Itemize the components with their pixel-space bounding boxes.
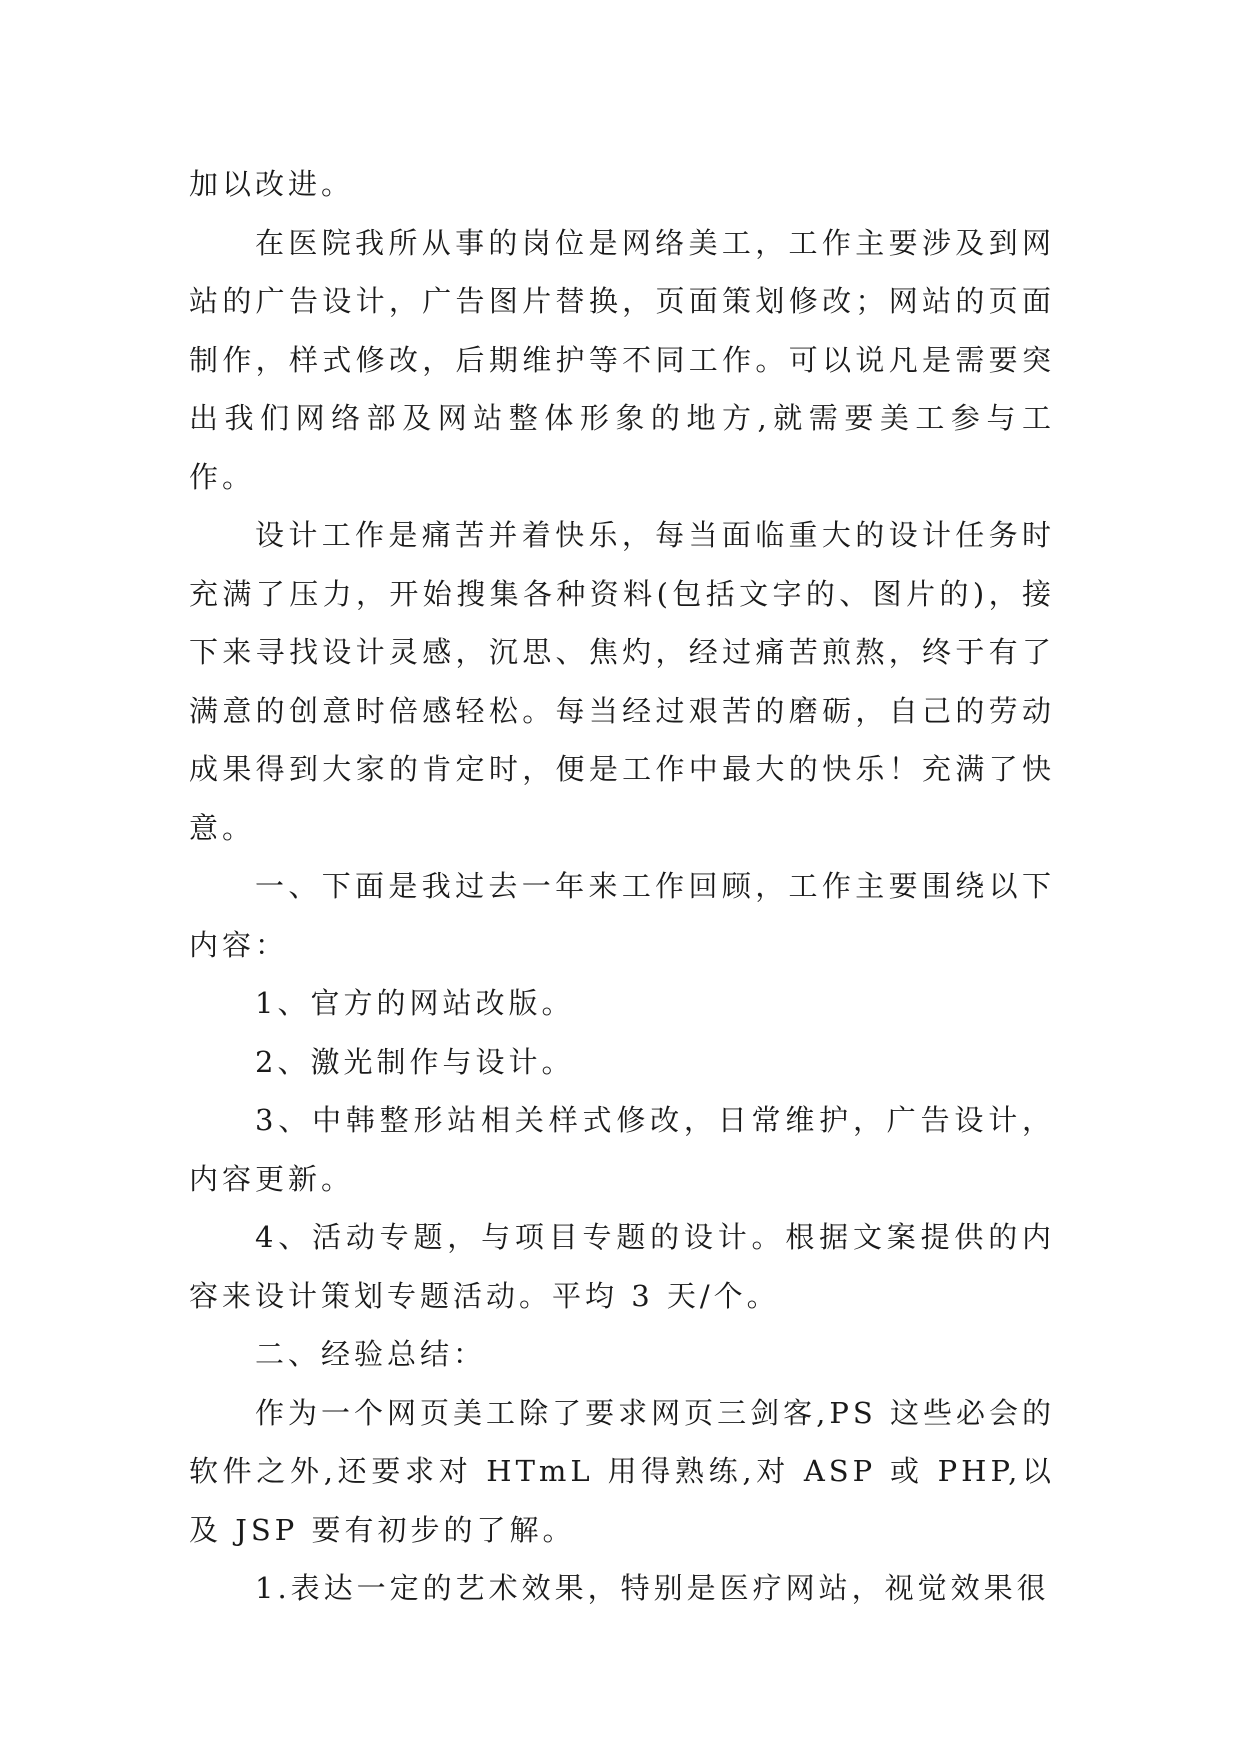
- paragraph-design-work: 设计工作是痛苦并着快乐，每当面临重大的设计任务时充满了压力，开始搜集各种资料(包括文字的、图片的)，接下来寻找设计灵感，沉思、焦灼，经过痛苦煎熬，终于有了满意的创意时倍感轻松。每当经过艰苦的磨砺，自己的劳动成果得到大家的肯定时，便是工作中最大的快乐！充满了快意。: [189, 518, 1055, 845]
- paragraph-point-1: 1.表达一定的艺术效果，特别是医疗网站，视觉效果很: [255, 1571, 1050, 1605]
- paragraph-skills: 作为一个网页美工除了要求网页三剑客,PS 这些必会的软件之外,还要求对 HTmL 用得熟练,对 ASP 或 PHP,以及 JSP 要有初步的了解。: [189, 1395, 1055, 1547]
- paragraph-continuation: 加以改进。: [189, 167, 355, 201]
- section-heading-work-review: 一、下面是我过去一年来工作回顾，工作主要围绕以下内容：: [189, 869, 1055, 962]
- list-item-3: 3、中韩整形站相关样式修改，日常维护，广告设计，内容更新。: [189, 1103, 1055, 1196]
- document-body: [189, 155, 1055, 1618]
- section-heading-experience: 二、经验总结：: [255, 1337, 487, 1371]
- list-item-1: 1、官方的网站改版。: [255, 986, 575, 1020]
- list-item-2: 2、激光制作与设计。: [255, 1044, 575, 1079]
- paragraph-job-description: 在医院我所从事的岗位是网络美工，工作主要涉及到网站的广告设计，广告图片替换，页面策划修改；网站的页面制作，样式修改，后期维护等不同工作。可以说凡是需要突出我们网络部及网站整体形象的地方,就需要美工参与工作。: [189, 225, 1055, 494]
- list-item-4: 4、活动专题，与项目专题的设计。根据文案提供的内容来设计策划专题活动。平均 3 天/个。: [189, 1220, 1055, 1313]
